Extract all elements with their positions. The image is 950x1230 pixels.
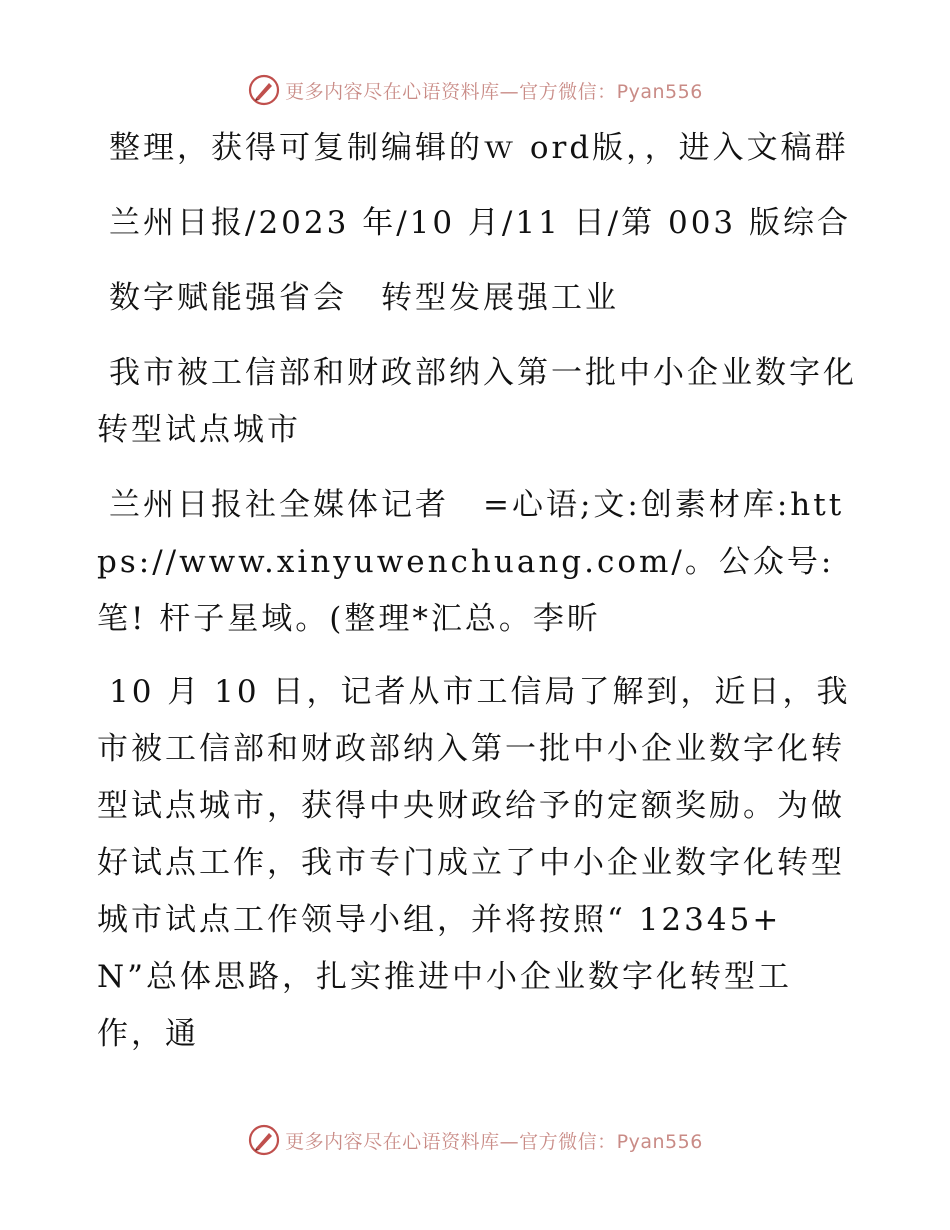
pen-circle-logo-icon: [247, 1123, 281, 1157]
paragraph-source: 兰州日报/2023 年/10 月/11 日/第 003 版综合: [109, 205, 852, 241]
paragraph-body: 10 月 10 日，记者从市工信局了解到，近日，我市被工信部和财政部纳入第一批中小企业数字化转型试点城市，获得中央财政给予的定额奖励。为做好试点工作，我市专门成立了中小企业数字化转型城市试点工作领导小组，并将按照“ 12345+N”总体思路，扎实推进中小企业数字化转型工作，通: [97, 674, 851, 1052]
paragraph-headline: 数字赋能强省会 转型发展强工业: [109, 280, 619, 316]
paragraph-subheadline: 我市被工信部和财政部纳入第一批中小企业数字化转型试点城市: [97, 355, 857, 448]
paragraph-byline: 兰州日报社全媒体记者 =心语;文:创素材库:https://www.xinyuwenchuang.com/。公众号:笔! 杆子星域。(整理*汇总。李昕: [97, 487, 845, 637]
watermark-banner-bottom: [0, 1120, 950, 1160]
document-body: [97, 120, 857, 1081]
watermark-banner-top: [0, 70, 950, 110]
watermark-text: 更多内容尽在心语资料库—官方微信：Pyan556: [285, 1130, 703, 1153]
paragraph-intro: 整理，获得可复制编辑的ｗ ord版，，进入文稿群: [109, 130, 849, 166]
pen-circle-logo-icon: [247, 73, 281, 107]
watermark-text: 更多内容尽在心语资料库—官方微信：Pyan556: [285, 80, 703, 103]
